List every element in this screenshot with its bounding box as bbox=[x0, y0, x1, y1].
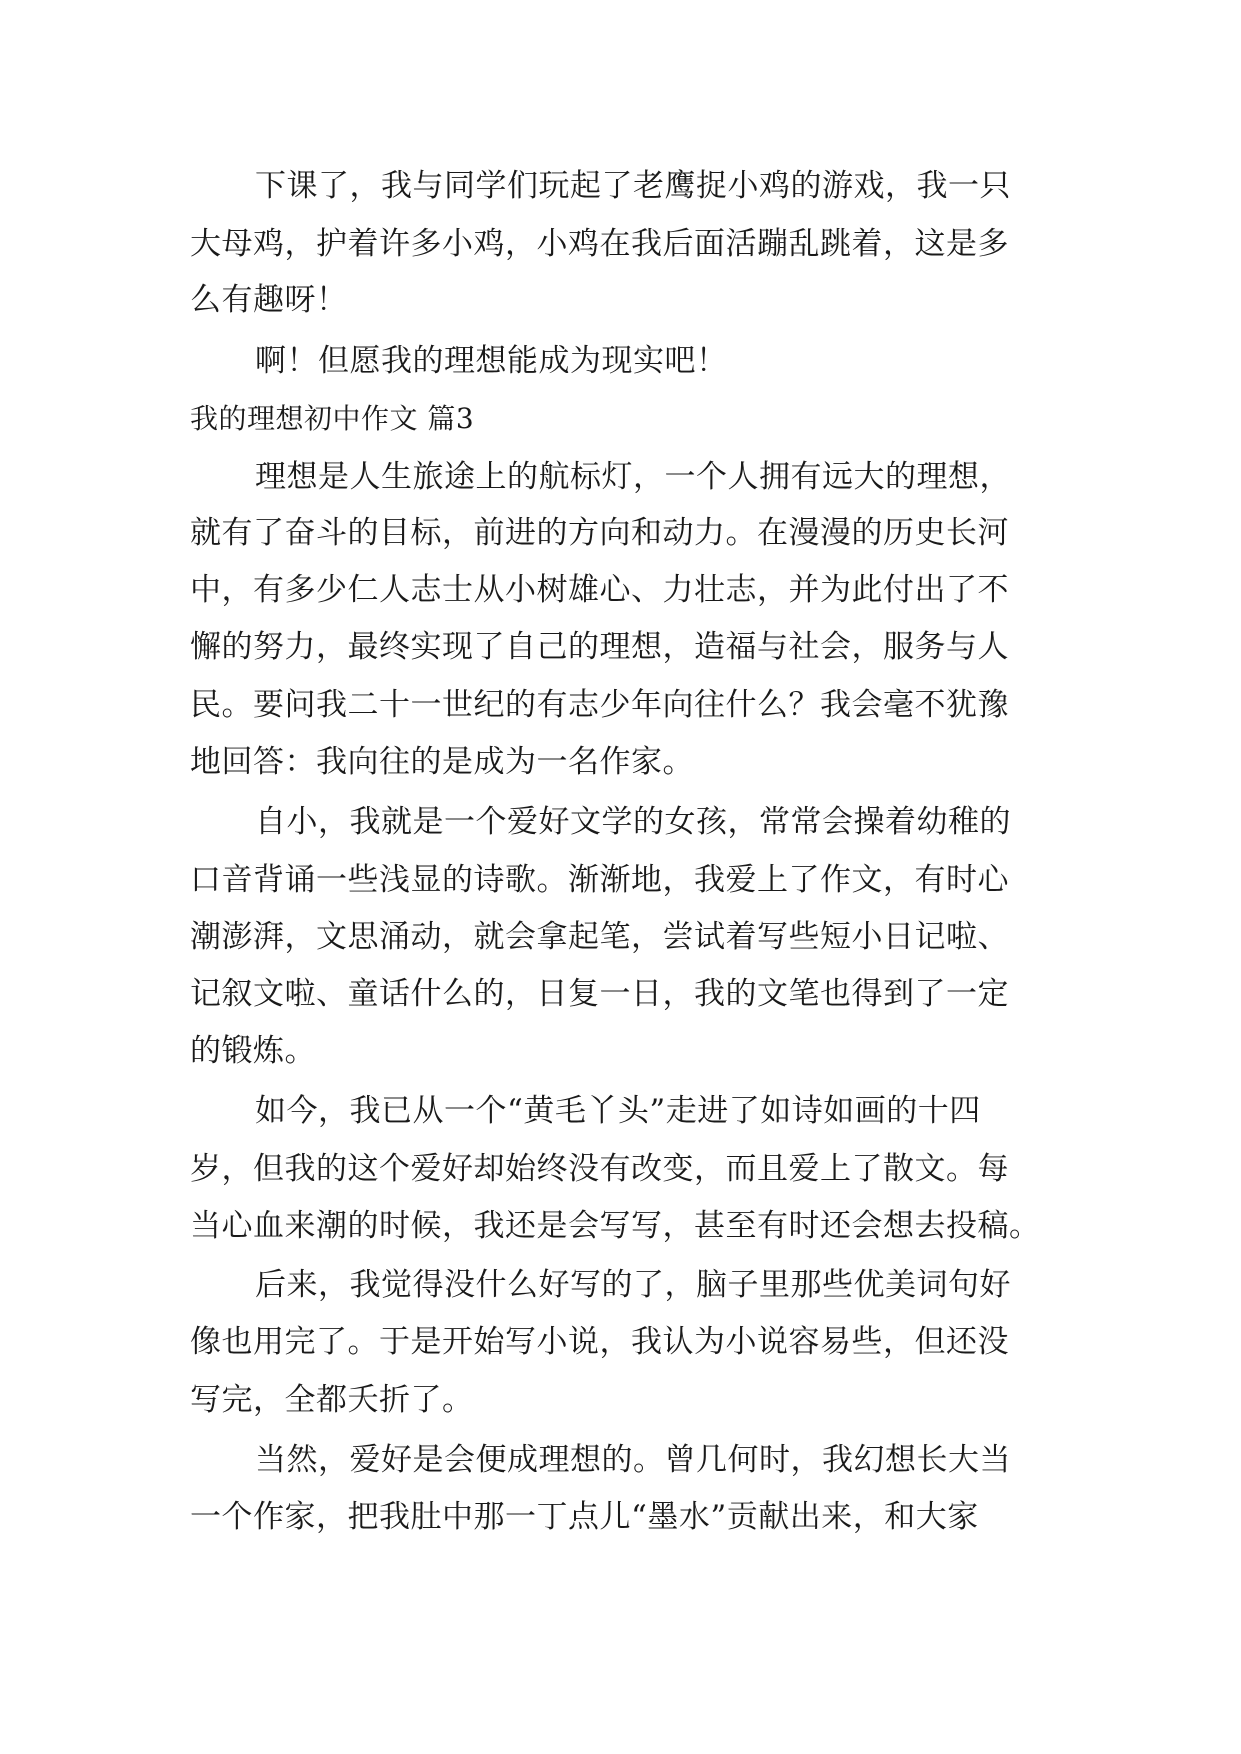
paragraph-line: 自小，我就是一个爱好文学的女孩，常常会操着幼稚的 bbox=[255, 804, 1011, 840]
paragraph-line: 么有趣呀！ bbox=[190, 282, 348, 318]
paragraph-line: 潮澎湃，文思涌动，就会拿起笔，尝试着写些短小日记啦、 bbox=[190, 919, 1009, 955]
paragraph-line: 民。要问我二十一世纪的有志少年向往什么？我会毫不犹豫 bbox=[190, 687, 1009, 723]
paragraph-line: 中，有多少仁人志士从小树雄心、力壮志，并为此付出了不 bbox=[190, 572, 1009, 608]
paragraph-line: 大母鸡，护着许多小鸡，小鸡在我后面活蹦乱跳着，这是多 bbox=[190, 226, 1009, 262]
paragraph-line: 就有了奋斗的目标，前进的方向和动力。在漫漫的历史长河 bbox=[190, 515, 1009, 551]
paragraph-line: 像也用完了。于是开始写小说，我认为小说容易些，但还没 bbox=[190, 1324, 1009, 1360]
section-heading: 我的理想初中作文 篇3 bbox=[190, 402, 475, 435]
paragraph-line: 岁，但我的这个爱好却始终没有改变，而且爱上了散文。每 bbox=[190, 1151, 1009, 1187]
paragraph-line: 啊！但愿我的理想能成为现实吧！ bbox=[255, 343, 728, 379]
paragraph-line: 下课了，我与同学们玩起了老鹰捉小鸡的游戏，我一只 bbox=[255, 168, 1011, 204]
paragraph-line: 的锻炼。 bbox=[190, 1033, 316, 1069]
paragraph-line: 如今，我已从一个“黄毛丫头”走进了如诗如画的十四 bbox=[255, 1093, 981, 1129]
paragraph-line: 地回答：我向往的是成为一名作家。 bbox=[190, 744, 694, 780]
paragraph-line: 写完，全都夭折了。 bbox=[190, 1382, 474, 1418]
paragraph-line: 后来，我觉得没什么好写的了，脑子里那些优美词句好 bbox=[255, 1267, 1011, 1303]
paragraph-line: 懈的努力，最终实现了自己的理想，造福与社会，服务与人 bbox=[190, 629, 1009, 665]
paragraph-line: 口音背诵一些浅显的诗歌。渐渐地，我爱上了作文，有时心 bbox=[190, 862, 1009, 898]
paragraph-line: 当心血来潮的时候，我还是会写写，甚至有时还会想去投稿。 bbox=[190, 1208, 1041, 1244]
paragraph-line: 一个作家，把我肚中那一丁点儿“墨水”贡献出来，和大家 bbox=[190, 1499, 979, 1535]
paragraph-line: 记叙文啦、童话什么的，日复一日，我的文笔也得到了一定 bbox=[190, 976, 1009, 1012]
paragraph-line: 理想是人生旅途上的航标灯，一个人拥有远大的理想， bbox=[255, 459, 1011, 495]
paragraph-line: 当然，爱好是会便成理想的。曾几何时，我幻想长大当 bbox=[255, 1442, 1011, 1478]
